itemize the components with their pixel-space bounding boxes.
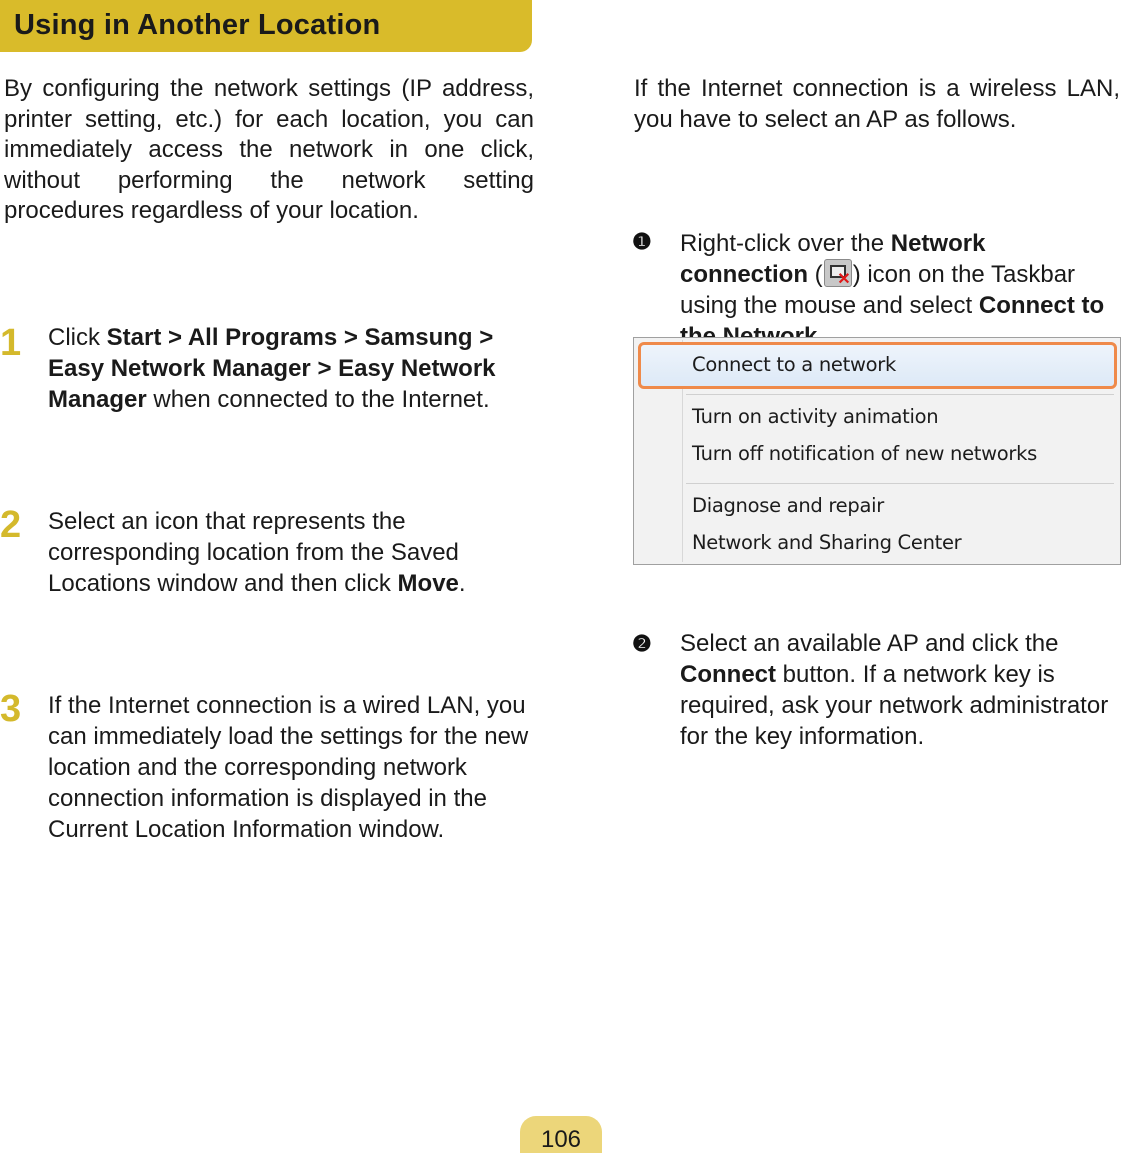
bullet-mark: ❷ (632, 631, 652, 656)
bullet-text-pre: Right-click over the (680, 230, 891, 257)
right-intro-paragraph: If the Internet connection is a wireless LAN, you have to select an AP as follows. (634, 75, 1120, 133)
bullet-text (680, 228, 1120, 352)
bullet-text-bold: Connect (680, 661, 776, 688)
bullet-text-pre: Select an available AP and click the (680, 630, 1059, 657)
bullet-text-post: button. If a network key is required, ask your network administrator for the key information. (680, 661, 1109, 750)
step-text-post: when connected to the Internet. (146, 386, 490, 413)
menu-item-activity-animation[interactable]: Turn on activity animation (692, 405, 939, 428)
bullet-text-bold: Connect to (978, 292, 1105, 319)
bullet-text-bold: Network connection (680, 230, 986, 288)
section-title: Using in Another Location (14, 9, 381, 41)
step-text-pre: Select an icon that represents the corresponding location from the Saved Locations window and then click (48, 508, 459, 597)
page-number: 106 (540, 1126, 582, 1153)
bullet-text-mid: ( (808, 261, 823, 288)
network-connection-icon: ✕ (824, 259, 852, 287)
menu-item-connect-to-network[interactable]: Connect to a network (692, 353, 896, 376)
bullet-text (680, 628, 1120, 752)
step-text-bold: Start > All Programs > Samsung > Easy Network Manager > Easy Network Manager (48, 324, 496, 413)
section-header (0, 0, 532, 52)
step-text: If the Internet connection is a wired LAN, you can immediately load the settings for the new location and the corresponding network connection information is displayed in the Current Location Information window. (48, 692, 529, 843)
page-number-tab (520, 1116, 602, 1153)
step-text (48, 322, 536, 415)
bullet-text-mid2: ) icon on the Taskbar using the mouse and select (680, 261, 1076, 319)
intro-paragraph: By configuring the network settings (IP address, printer setting, etc.) for each location, you can immediately access the network in one click, without performing the network setting procedures regardless of your location. (4, 75, 534, 224)
step-number: 2 (0, 504, 22, 546)
menu-item-sharing-center[interactable]: Network and Sharing Center (692, 531, 962, 554)
bullet-mark: ❶ (632, 229, 652, 254)
step-number: 1 (0, 322, 22, 364)
step-text-bold: Move (397, 570, 459, 597)
step-text (48, 506, 536, 599)
menu-item-diagnose-repair[interactable]: Diagnose and repair (692, 494, 884, 517)
menu-separator (686, 394, 1114, 395)
menu-item-notification[interactable]: Turn off notification of new networks (692, 442, 1038, 465)
menu-separator (686, 483, 1114, 484)
context-menu-screenshot (633, 337, 1121, 565)
step-number: 3 (0, 688, 22, 730)
step-text-post: . (458, 570, 466, 597)
step-text-pre: Click (48, 324, 107, 351)
